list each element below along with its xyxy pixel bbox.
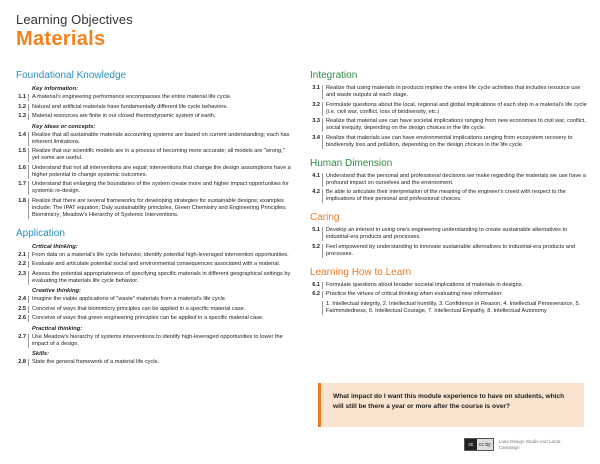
objective-number: 2.4 (16, 296, 29, 303)
objective-number: 1.4 (16, 132, 29, 146)
objective-text: Evaluate and articulate potential social and environmental consequences associated with a material. (32, 261, 281, 267)
objective-text: Realize that using materials in products implies the entire life cycle activities that includes resource use and waste outputs at each stage. (326, 85, 581, 98)
objective-text: Understand that not all interventions are equal; interventions that change the design assumptions have a higher potential to change systemic outcomes. (32, 164, 291, 178)
objective-text: Use Meadow's hierarchy of systems interventions to identify high-leveraged opportunities to lower the impact of a design. (32, 333, 283, 347)
objective-item (16, 198, 292, 219)
subheading: Key ideas or concepts: (32, 123, 96, 130)
objective-text: Realize that material use can have societal implications ranging from new economies to civil war, conflict, social inequity, depending on the design choices in the life cycle. (326, 118, 586, 131)
license-badge[interactable] (464, 438, 494, 451)
objective-text: Assess the potential appropriateness of specifying specific materials in different geographical settings by evaluating the materials life cycle behavior. (32, 270, 291, 284)
objective-item (310, 173, 588, 187)
section-integration (310, 70, 588, 149)
objective-text: Develop an interest in using one's engineering understanding to create sustainable alternatives to industrial-era products and processes. (326, 227, 568, 240)
objective-number: 2.2 (16, 261, 29, 268)
objective-text: Understand that enlarging the boundaries of the system create more and higher impact opportunities for systemic re-design. (32, 181, 289, 194)
objective-item (16, 94, 292, 101)
objective-text: Conceive of ways that green engineering principles can be applied in a specific material case. (32, 315, 264, 321)
objective-text: Natural and artificial materials have fundamentally different life cycle behaviors. (32, 103, 228, 110)
objective-text: A material's engineering performance encompasses the entire material life cycle. (32, 94, 232, 100)
section-title: Learning How to Learn (310, 266, 412, 278)
objective-item (16, 132, 292, 146)
objective-text: Realize that all sustainable materials accounting systems are based on current understanding; each has inherent limitations. (32, 131, 290, 145)
objective-number: 6.1 (310, 282, 323, 289)
objective-number: 1.7 (16, 181, 29, 195)
objective-number: 2.8 (16, 359, 29, 366)
objective-text: Imagine the viable applications of "waste" materials from a material's life cycle. (32, 296, 227, 302)
objective-number: 3.1 (310, 85, 323, 99)
objective-number: 2.6 (16, 315, 29, 322)
objective-item (310, 189, 588, 203)
objective-item (16, 359, 292, 366)
objective-item (16, 296, 292, 303)
objective-number: 2.3 (16, 271, 29, 285)
virtues-list: 1. Intellectual integrity, 2. Intellectual humility, 3. Confidence in Reason, 4. Intellectual Perseverance, 5. Fairmindedness, 6. Intellectual Courage, 7. Intellectual Empathy, 8. Intellectual Autonomy (326, 300, 581, 314)
objective-number: 4.1 (310, 173, 323, 187)
objective-number: 5.1 (310, 227, 323, 241)
section-caring (310, 212, 588, 258)
objective-item (16, 113, 292, 120)
objective-item (16, 181, 292, 195)
objective-item (16, 252, 292, 259)
creative-commons-icon: cc (465, 439, 477, 450)
section-human-dimension (310, 158, 588, 204)
subheading: Creative thinking: (32, 288, 81, 294)
objective-item (310, 85, 588, 99)
subheading: Skills: (32, 351, 50, 357)
objective-number: 1.5 (16, 148, 29, 162)
section-application (16, 228, 292, 367)
objective-text: Be able to articulate their interpretation of the meaning of the engineer's creed with respect to the implications of their personal and professional choices. (326, 189, 566, 202)
reflection-callout (318, 383, 584, 427)
footer (464, 438, 563, 451)
objective-number: 2.7 (16, 334, 29, 348)
objective-item (16, 165, 292, 179)
objective-text: Realize that there are several frameworks for developing strategies for sustainable designs; examples include: The IPAT equation; Daly sustainability principles, Green Chemistry and Engineering Principles; Biomimicry; Meadow's Hierarchy of Systemic Interventions. (32, 197, 287, 218)
objective-item (16, 334, 292, 348)
objective-item (16, 306, 292, 313)
subheading: Key information: (32, 86, 79, 92)
callout-text: What impact do I want this module experience to have on students, which will still be there a year or more after the course is over? (333, 393, 565, 410)
subheading: Critical thinking: (32, 243, 78, 250)
objective-number: 1.2 (16, 104, 29, 111)
objective-item (310, 227, 588, 241)
license-label: cc by (479, 441, 491, 448)
objective-item (310, 282, 588, 289)
objective-number: 3.2 (310, 102, 323, 116)
objective-item (310, 301, 588, 315)
objective-item (310, 102, 588, 116)
objective-item (310, 244, 588, 258)
objective-number: 3.3 (310, 118, 323, 132)
objective-number: 1.3 (16, 113, 29, 120)
objective-item (16, 315, 292, 322)
page-title: Materials (16, 28, 106, 50)
objective-text: Formulate questions about broader societal implications of materials in designs. (326, 281, 524, 288)
objective-number: 1.8 (16, 198, 29, 219)
subheading: Practical thinking: (32, 325, 83, 332)
objective-number: 1.1 (16, 94, 29, 101)
objective-number-spacer (310, 301, 323, 315)
objective-text: Understand that the personal and professional decisions we make regarding the materials we use have a profound impact on ourselves and the environment. (326, 172, 586, 186)
objective-number: 2.1 (16, 252, 29, 259)
objective-number: 6.2 (310, 291, 323, 298)
section-learning-how-to-learn (310, 267, 588, 315)
objective-item (16, 104, 292, 111)
page-eyebrow: Learning Objectives (16, 12, 133, 27)
objective-number: 3.4 (310, 135, 323, 149)
objective-number: 5.2 (310, 244, 323, 258)
credit-text: Lane Design Studio and Lamb Campaign (498, 438, 561, 450)
objective-text: State the general framework of a material life cycle. (32, 359, 160, 365)
section-title: Foundational Knowledge (16, 70, 127, 81)
objective-text: From data on a material's life cycle behavior, identify potential high-leveraged intervention opportunities. (32, 251, 289, 258)
objective-text: Practice the virtues of critical thinking when evaluating new information: (326, 291, 503, 297)
page-header (16, 12, 133, 51)
objective-text: Feel empowered by understanding to innovate sustainable alternatives to industrial-era products and processes. (326, 243, 576, 257)
section-title: Human Dimension (310, 157, 393, 169)
objective-number: 4.2 (310, 189, 323, 203)
section-title: Caring (310, 212, 340, 223)
left-column (16, 70, 292, 375)
right-column (310, 70, 588, 324)
section-title: Application (16, 227, 65, 239)
section-title: Integration (310, 70, 358, 81)
objective-item (16, 148, 292, 162)
objective-text: Realize that our scientific models are in a process of becoming more accurate; all models are "wrong," yet some are useful. (32, 148, 285, 161)
objective-text: Realize that materials use can have environmental implications ranging from ecosystem recovery to biodiversity loss and pollution, depending on the design choices in the life cycle. (326, 134, 573, 148)
objective-text: Conceive of ways that biomimicry principles can be applied in a specific material case. (32, 305, 246, 312)
objective-text: Material resources are finite in our closed thermodynamic system of earth. (32, 113, 216, 119)
objective-item (16, 271, 292, 285)
objective-item (310, 118, 588, 132)
objective-item (310, 291, 588, 298)
objective-item (310, 135, 588, 149)
objective-number: 1.6 (16, 165, 29, 179)
objective-number: 2.5 (16, 306, 29, 313)
objective-text: Formulate questions about the local, regional and global implications of each step in a material's life cycle (i.e. civil war, conflict, loss of biodiversity, etc.) (326, 101, 587, 115)
objective-item (16, 261, 292, 268)
section-foundational-knowledge (16, 70, 292, 219)
